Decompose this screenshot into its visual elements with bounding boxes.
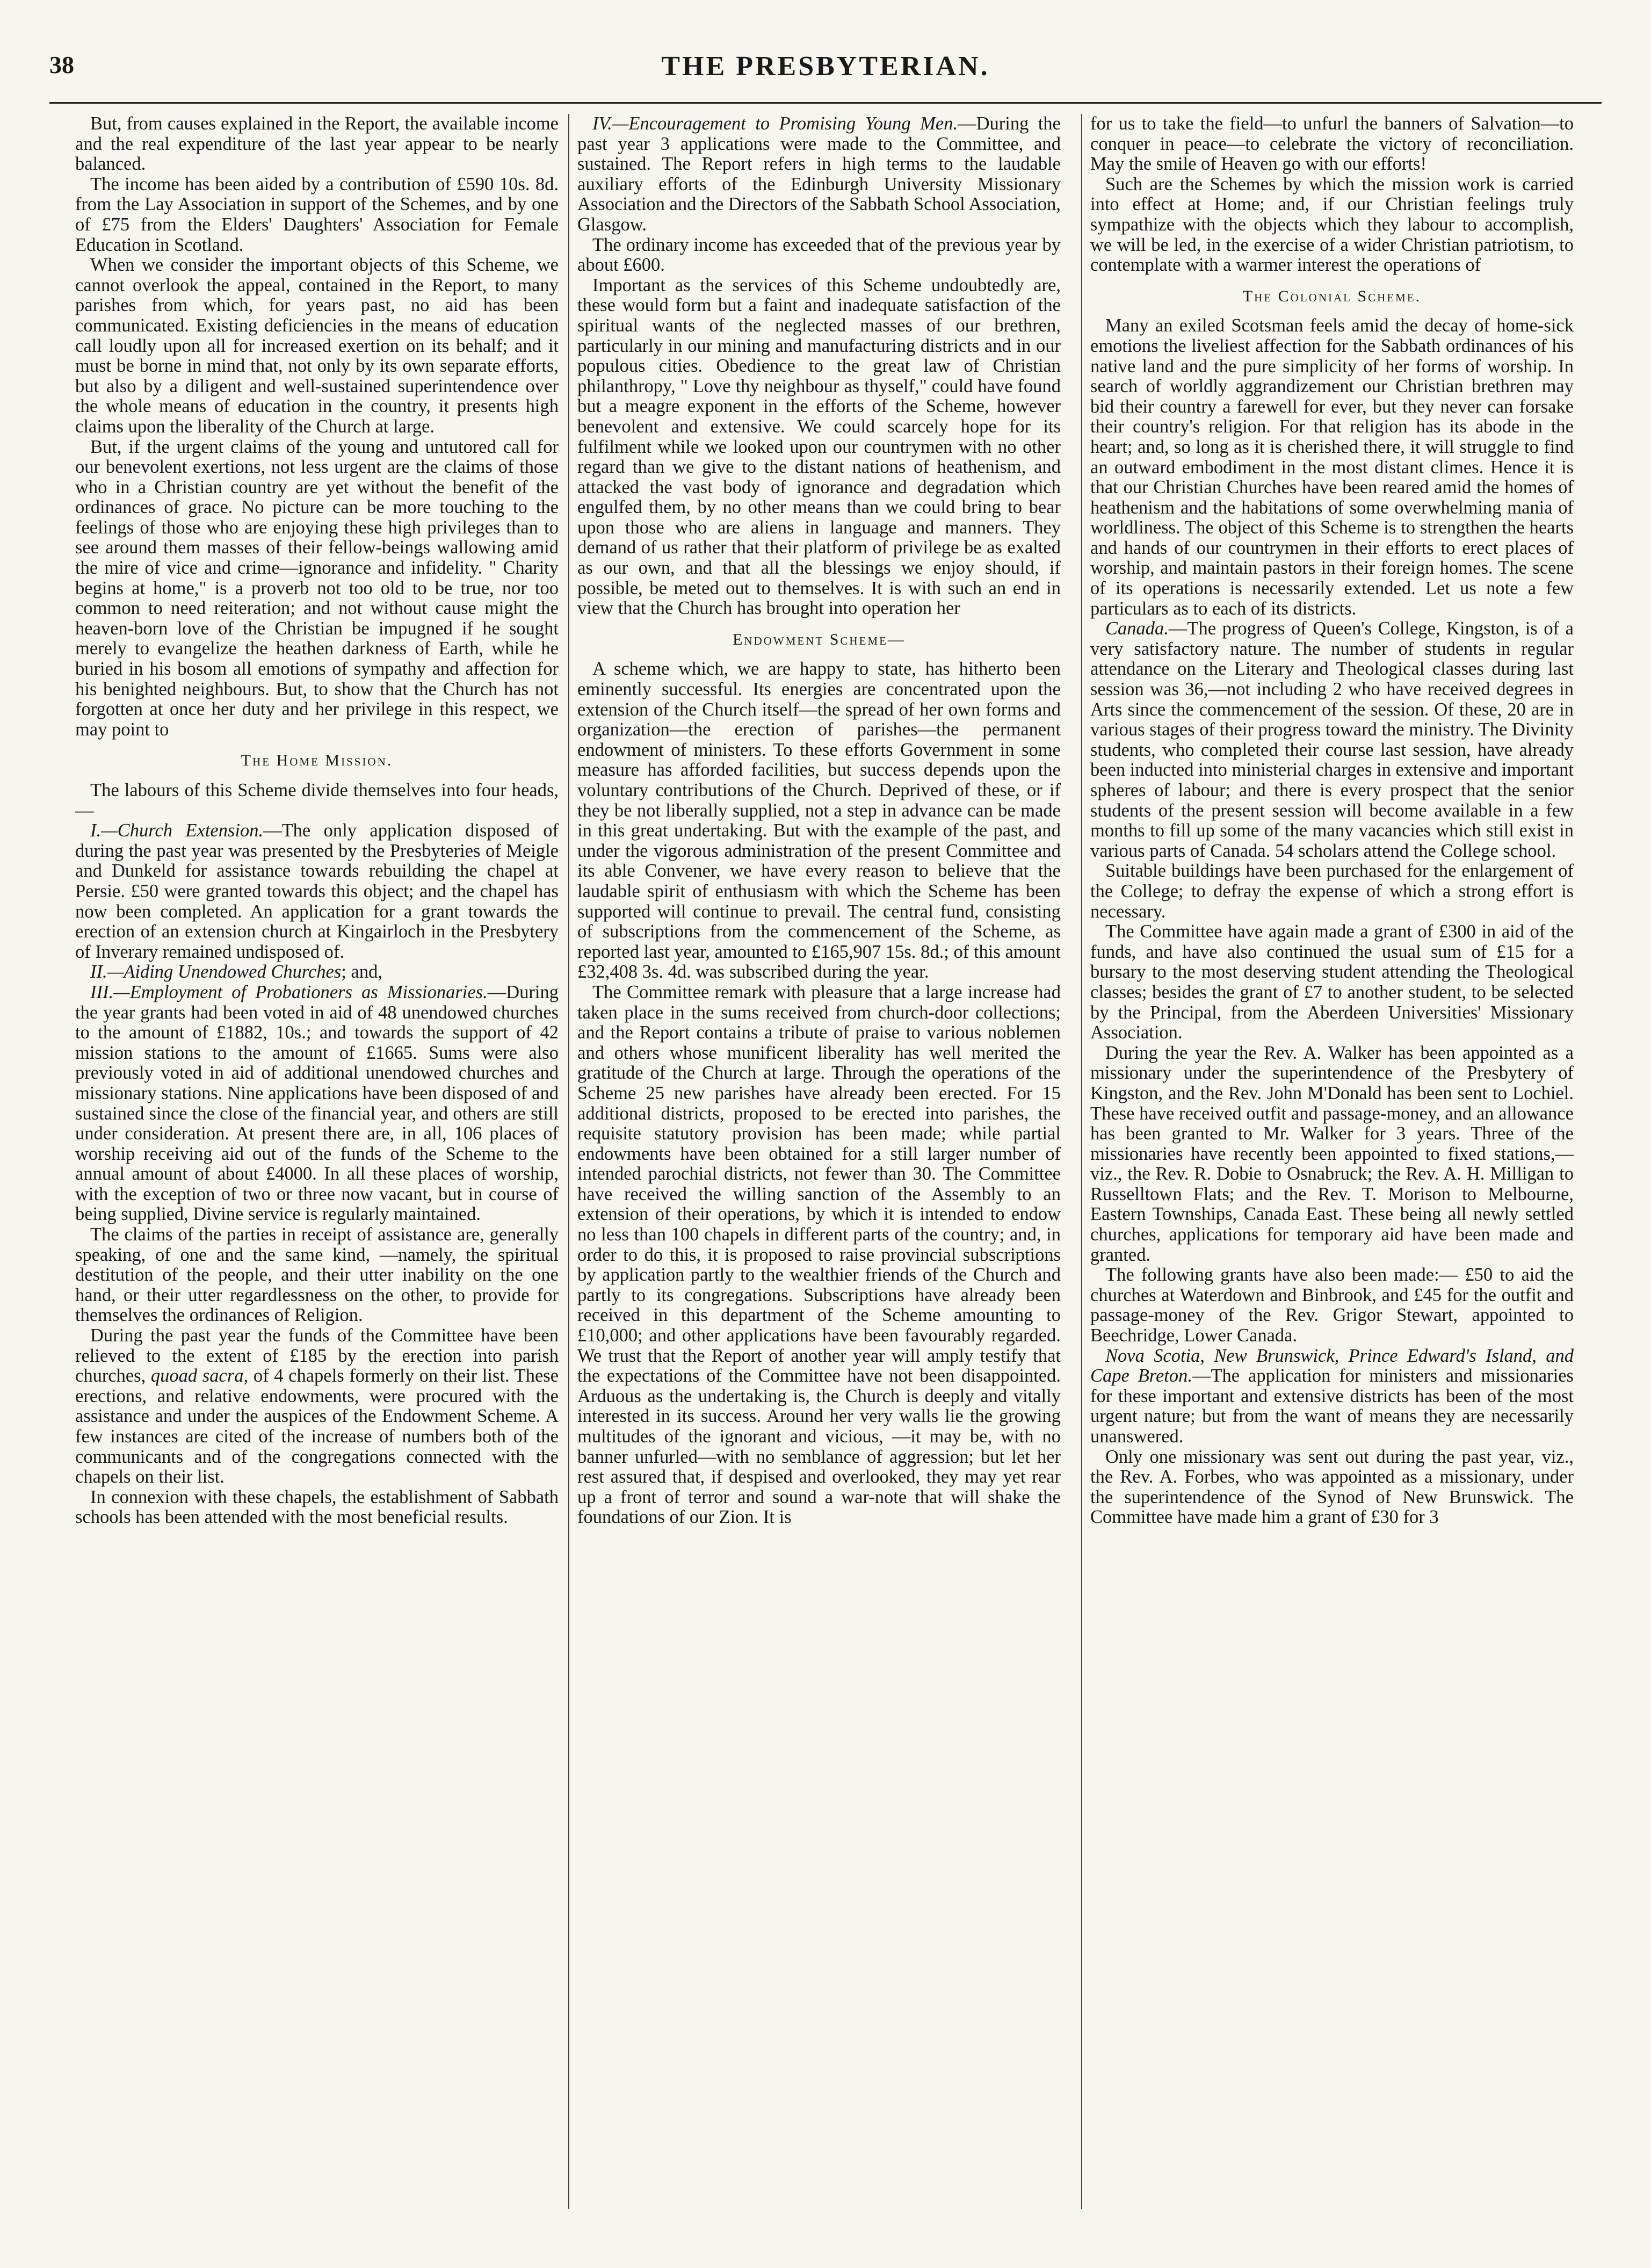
section-heading-colonial-scheme: The Colonial Scheme. xyxy=(1242,287,1422,305)
paragraph: Many an exiled Scotsman feels amid the decay of home-sick emotions the liveliest affection for the Sabbath ordinances of his native land and the pure simplicity of her forms of worship. In search of worldly aggrandizement our Christian brethren may bid their country a farewell for ever, but they never can forsake their country's religion. For that religion has its abode in the heart; and, so long as it is cherished there, it will struggle to find an outward embodiment in the most distant climes. Hence it is that our Christian Churches have been reared amid the homes of heathenism and the habitations of some overwhelming mania of worldliness. The object of this Scheme is to strengthen the hearts and hands of our countrymen in their efforts to erect places of worship, and maintain pastors in their foreign homes. The scene of its operations is necessarily extended. Let us note a few particulars as to each of its districts. xyxy=(1090,315,1574,619)
paragraph: Such are the Schemes by which the mission work is carried into effect at Home; and, if our Christian feelings truly sympathize with the objects which they labour to accomplish, we will be led, in the exercise of a wider Christian patriotism, to contemplate with a warmer interest the operations of xyxy=(1090,174,1574,276)
column-2 xyxy=(577,114,1061,2230)
section-heading-endowment-scheme: Endowment Scheme— xyxy=(733,630,906,648)
subsection-label: II.—Aiding Unendowed Churches xyxy=(90,962,342,983)
paragraph: During the year the Rev. A. Walker has been appointed as a missionary under the superintendence of the Presbytery of Kingston, and the Rev. John M'Donald has been sent to Lochiel. These have received outfit and passage-money, and an allowance has been granted to Mr. Walker for 3 years. Three of the missionaries have recently been appointed to fixed stations,—viz., the Rev. R. Dobie to Osnabruck; the Rev. A. H. Milligan to Russelltown Flats; and the Rev. T. Morison to Melbourne, Eastern Townships, Canada East. These being all newly settled churches, applications for temporary aid have been made and granted. xyxy=(1090,1042,1574,1265)
paragraph: The income has been aided by a contribution of £590 10s. 8d. from the Lay Association in support of the Schemes, and by one of £75 from the Elders' Daughters' Association for Female Education in Scotland. xyxy=(75,174,559,255)
page-header xyxy=(49,50,1602,104)
paragraph: During the past year the funds of the Committee have been relieved to the extent of £185 by the erection into parish churches, quoad sacra, of 4 chapels formerly on their list. These erections, and relative endowments, were procured with the assistance and under the auspices of the Endowment Scheme. A few instances are cited of the increase of numbers both of the communicants and of the congregations connected with the chapels on their list. xyxy=(75,1325,559,1487)
paragraph: II.—Aiding Unendowed Churches; and, xyxy=(90,962,382,983)
column-divider-1 xyxy=(568,114,569,2209)
paragraph: I.—Church Extension.—The only application disposed of during the past year was presented by the Presbyteries of Meigle and Dunkeld for assistance towards rebuilding the chapel at Persie. £50 were granted towards this object; and the chapel has now been completed. An application for a grant towards the erection of an extension church at Kingairloch in the Presbytery of Inverary remained undisposed of. xyxy=(75,820,559,962)
paragraph: The Committee have again made a grant of £300 in aid of the funds, and have also continued the usual sum of £15 for a bursary to the most deserving student attending the Theological classes; besides the grant of £7 to another student, to be selected by the Principal, from the Aberdeen Universities' Missionary Association. xyxy=(1090,921,1574,1043)
subsection-label: Nova Scotia, New Brunswick, Prince Edward's Island, and Cape Breton. xyxy=(1090,1345,1574,1386)
paragraph: Suitable buildings have been purchased for the enlargement of the College; to defray the expense of which a strong effort is necessary. xyxy=(1090,861,1574,922)
column-1 xyxy=(75,114,559,2230)
paragraph: III.—Employment of Probationers as Missionaries.—During the year grants had been voted in aid of 48 unendowed churches to the amount of £1882, 10s.; and towards the support of 42 mission stations to the amount of £1665. Sums were also previously voted in aid of additional unendowed churches and missionary stations. Nine applications have been disposed of and sustained since the close of the financial year, and others are still under consideration. At present there are, in all, 106 places of worship receiving aid out of the funds of the Scheme to the annual amount of about £4000. In all these places of worship, with the exception of two or three now vacant, but in course of being supplied, Divine service is regularly maintained. xyxy=(75,981,559,1225)
paragraph: IV.—Encouragement to Promising Young Men.—During the past year 3 applications were made to the Committee, and sustained. The Report refers in high terms to the laudable auxiliary efforts of the Edinburgh University Missionary Association and the Directors of the Sabbath School Association, Glasgow. xyxy=(577,114,1061,235)
paragraph: Important as the services of this Scheme undoubtedly are, these would form but a faint and inadequate satisfaction of the spiritual wants of the neglected masses of our brethren, particularly in our mining and manufacturing districts and in our populous cities. Obedience to the great law of Christian philanthropy, " Love thy neighbour as thyself," could have found but a meagre exponent in the efforts of the Scheme, however benevolent and extensive. We could scarcely hope for its fulfilment while we looked upon our countrymen with no other regard than we give to the distant nations of heathenism, and attacked the vast body of ignorance and degradation which engulfed them, by no other means than we could bring to bear upon those who are aliens in language and manners. They demand of us rather that their platform of privilege be as exalted as our own, and that all the blessings we enjoy should, if possible, be meted out to themselves. It is with such an end in view that the Church has brought into operation her xyxy=(577,275,1061,619)
paragraph: Nova Scotia, New Brunswick, Prince Edward's Island, and Cape Breton.—The application for ministers and missionaries for these important and extensive districts has been of the most urgent nature; but from the want of means they are necessarily unanswered. xyxy=(1090,1345,1574,1447)
page-number: 38 xyxy=(49,51,74,78)
paragraph: In connexion with these chapels, the establishment of Sabbath schools has been attended with the most beneficial results. xyxy=(75,1486,559,1528)
subsection-label: III.—Employment of Probationers as Missionaries. xyxy=(90,981,488,1002)
paragraph: A scheme which, we are happy to state, has hitherto been eminently successful. Its energies are concentrated upon the extension of the Church itself—the spread of her own forms and organization—the erection of parishes—the permanent endowment of ministers. To these efforts Government in some measure has afforded facilities, but success depends upon the voluntary contributions of the Church. Deprived of these, or if they be not liberally supplied, not a step in advance can be made in this great undertaking. But with the example of the past, and under the vigorous administration of the present Committee and its able Convener, we have every reason to believe that the laudable spirit of enthusiasm with which the Scheme has been supported will continue to prevail. The central fund, consisting of subscriptions from the commencement of the Scheme, as reported last year, amounted to £165,907 15s. 8d.; of this amount £32,408 3s. 4d. was subscribed during the year. xyxy=(577,659,1061,983)
paragraph: The labours of this Scheme divide themselves into four heads,— xyxy=(75,780,559,821)
paragraph: But, if the urgent claims of the young and untutored call for our benevolent exertions, not less urgent are the claims of those who in a Christian country are yet without the benefit of the ordinances of grace. No picture can be more touching to the feelings of those who are enjoying these high privileges than to see around them masses of their fellow-beings wallowing amid the mire of vice and crime—ignorance and infidelity. " Charity begins at home," is a proverb not too old to be true, nor too common to need reiteration; and not without cause might the heaven-born love of the Christian be impugned if he sought merely to evangelize the heathen darkness of Earth, while he buried in his bosom all emotions of sympathy and affection for his benighted neighbours. But, to show that the Church has not forgotten at once her duty and her privilege in this respect, we may point to xyxy=(75,436,559,740)
paragraph: The following grants have also been made:— £50 to aid the churches at Waterdown and Binbrook, and £45 for the outfit and passage-money of the Rev. Grigor Stewart, appointed to Beechridge, Lower Canada. xyxy=(1090,1265,1574,1346)
header-rule xyxy=(49,102,1602,104)
column-divider-2 xyxy=(1081,114,1082,2209)
paragraph: The claims of the parties in receipt of assistance are, generally speaking, of one and the same kind, —namely, the spiritual destitution of the people, and their utter inability on the one hand, or their utter regardlessness on the other, to provide for themselves the ordinances of Religion. xyxy=(75,1224,559,1326)
paragraph: Canada.—The progress of Queen's College, Kingston, is of a very satisfactory nature. The number of students in regular attendance on the Literary and Theological classes during last session was 36,—not including 2 who have received degrees in Arts since the commencement of the session. Of these, 20 are in various stages of their progress toward the ministry. The Divinity students, who completed their course last session, have already been inducted into ministerial charges in extensive and important spheres of labour; and there is every prospect that the senior students of the present session will become available in a few months to fill up some of the many vacancies which still exist in various parts of Canada. 54 scholars attend the College school. xyxy=(1090,618,1574,861)
subsection-label: Canada. xyxy=(1105,618,1169,639)
paragraph: for us to take the field—to unfurl the banners of Salvation—to conquer in peace—to celebrate the victory of reconciliation. May the smile of Heaven go with our efforts! xyxy=(1090,114,1574,175)
section-heading-home-mission: The Home Mission. xyxy=(241,752,393,770)
paragraph: But, from causes explained in the Report, the available income and the real expenditure of the last year appear to be nearly balanced. xyxy=(75,114,559,175)
running-title: THE PRESBYTERIAN. xyxy=(661,51,990,82)
paragraph: The Committee remark with pleasure that a large increase had taken place in the sums received from church-door collections; and the Report contains a tribute of praise to various noblemen and others whose munificent liberality has well merited the gratitude of the Church at large. Through the operations of the Scheme 25 new parishes have already been erected. For 15 additional districts, proposed to be erected into parishes, the requisite statutory provision has been made; while partial endowments have been obtained for a still larger number of intended parochial districts, not fewer than 30. The Committee have received the willing sanction of the Assembly to an extension of their operations, by which it is intended to endow no less than 100 chapels in different parts of the country; and, in order to do this, it is proposed to raise provincial subscriptions by application partly to the wealthier friends of the Church and partly to its congregations. Subscriptions have already been received in this department of the Scheme amounting to £10,000; and other applications have been favourably regarded. We trust that the Report of another year will amply testify that the expectations of the Committee have not been disappointed. Arduous as the undertaking is, the Church is deeply and vitally interested in its success. Around her very walls lie the growing multitudes of the ignorant and vicious, —it may be, with no banner unfurled—with no semblance of aggression; but let her rest assured that, if despised and overlooked, they may yet rear up a front of terror and sound a war-note that will shake the foundations of our Zion. It is xyxy=(577,981,1061,1528)
column-3 xyxy=(1090,114,1574,2230)
paragraph: When we consider the important objects of this Scheme, we cannot overlook the appeal, contained in the Report, to many parishes from which, for years past, no aid has been communicated. Existing deficiencies in the means of education call loudly upon all for increased exertion on its behalf; and it must be borne in mind that, not only by its own separate efforts, but also by a diligent and well-sustained superintendence over the whole means of education in the country, it presents high claims upon the liberality of the Church at large. xyxy=(75,255,559,437)
subsection-label: IV.—Encouragement to Promising Young Men. xyxy=(592,114,958,134)
subsection-label: I.—Church Extension. xyxy=(90,820,264,841)
paragraph: Only one missionary was sent out during the past year, viz., the Rev. A. Forbes, who was appointed as a missionary, under the superintendence of the Synod of New Brunswick. The Committee have made him a grant of £30 for 3 xyxy=(1090,1446,1574,1528)
paragraph: The ordinary income has exceeded that of the previous year by about £600. xyxy=(577,234,1061,276)
